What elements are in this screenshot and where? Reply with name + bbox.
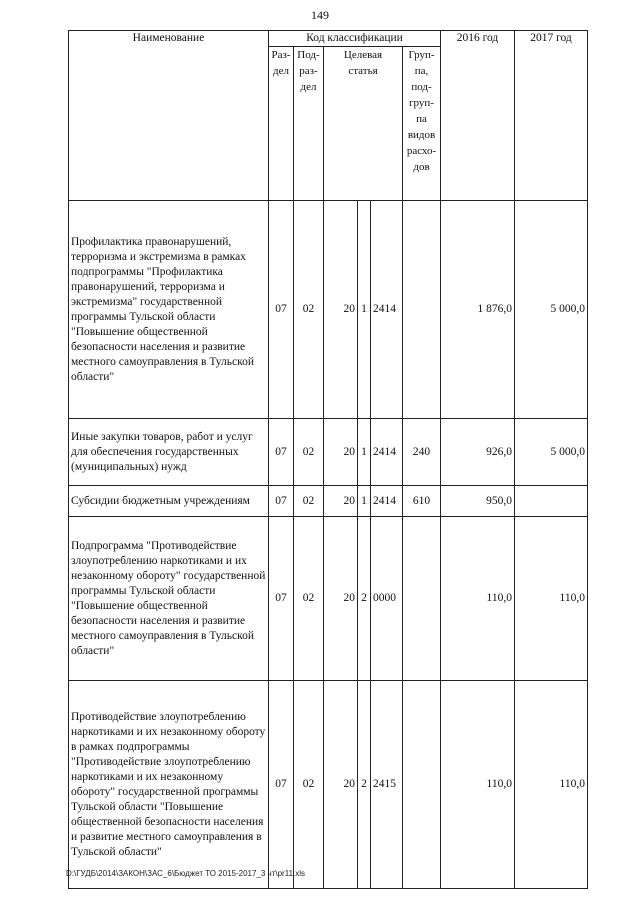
- row-subsection: 02: [294, 681, 324, 889]
- column-header-2017: 2017 год: [515, 31, 588, 201]
- row-2016: 110,0: [441, 517, 515, 681]
- table-row: [69, 681, 588, 889]
- budget-table: [68, 30, 588, 889]
- column-header-classification-code: Код классификации: [269, 31, 441, 47]
- row-group: [403, 681, 441, 889]
- row-group: [403, 201, 441, 419]
- row-2017: 110,0: [515, 681, 588, 889]
- row-section: 07: [269, 486, 294, 517]
- column-header-target-article: Целевая статья: [324, 47, 403, 201]
- row-code: 2415: [371, 681, 403, 889]
- row-section: 07: [269, 419, 294, 486]
- row-program: 20: [324, 419, 358, 486]
- row-subsection: 02: [294, 486, 324, 517]
- row-name: Иные закупки товаров, работ и услуг для обеспечения государственных (муниципальных) нужд: [69, 419, 269, 486]
- page-number: 149: [311, 8, 329, 22]
- row-subsection: 02: [294, 419, 324, 486]
- row-code: 0000: [371, 517, 403, 681]
- row-2016: 950,0: [441, 486, 515, 517]
- row-code: 2414: [371, 486, 403, 517]
- table-row: [69, 419, 588, 486]
- column-header-subsection: Под- раз- дел: [294, 47, 324, 201]
- row-subsection: 02: [294, 517, 324, 681]
- row-direction: 1: [358, 201, 371, 419]
- column-header-name: Наименование: [69, 31, 269, 201]
- row-group: [403, 517, 441, 681]
- row-program: 20: [324, 201, 358, 419]
- row-2016: 926,0: [441, 419, 515, 486]
- row-direction: 1: [358, 486, 371, 517]
- row-2017: 5 000,0: [515, 201, 588, 419]
- row-2016: 110,0: [441, 681, 515, 889]
- table-row: [69, 517, 588, 681]
- row-direction: 2: [358, 517, 371, 681]
- row-section: 07: [269, 681, 294, 889]
- row-2016: 1 876,0: [441, 201, 515, 419]
- table-row: [69, 486, 588, 517]
- row-2017: 5 000,0: [515, 419, 588, 486]
- row-code: 2414: [371, 419, 403, 486]
- row-section: 07: [269, 201, 294, 419]
- row-program: 20: [324, 486, 358, 517]
- row-group: 240: [403, 419, 441, 486]
- column-header-2016: 2016 год: [441, 31, 515, 201]
- row-program: 20: [324, 681, 358, 889]
- row-code: 2414: [371, 201, 403, 419]
- row-name: Субсидии бюджетным учреждениям: [69, 486, 269, 517]
- row-direction: 1: [358, 419, 371, 486]
- row-name: Противодействие злоупотреблению наркотиками и их незаконному обороту в рамках подпрограммы "Противодействие злоупотреблению наркотиками и их незаконному обороту" государственной программы Тульской области "Повышение общественной безопасности населения и развитие местного самоуправления в Тульской области": [69, 681, 269, 889]
- row-section: 07: [269, 517, 294, 681]
- row-direction: 2: [358, 681, 371, 889]
- row-name: Профилактика правонарушений, терроризма и экстремизма в рамках подпрограммы "Профилактика правонарушений, терроризма и экстремизма" государственной программы Тульской области "Повышение общественной безопасности населения и развитие местного самоуправления в Тульской области": [69, 201, 269, 419]
- row-2017: 110,0: [515, 517, 588, 681]
- row-group: 610: [403, 486, 441, 517]
- row-subsection: 02: [294, 201, 324, 419]
- row-program: 20: [324, 517, 358, 681]
- row-name: Подпрограмма "Противодействие злоупотреблению наркотиками и их незаконному обороту" государственной программы Тульской области "Повышение общественной безопасности населения и развитие местного самоуправления в Тульской области": [69, 517, 269, 681]
- column-header-expense-group: Груп- па, под- груп- па видов расхо- дов: [403, 47, 441, 201]
- row-2017: [515, 486, 588, 517]
- file-path-footer: D:\ГУДБ\2014\ЗАКОН\ЗАС_6\Бюджет ТО 2015-2017_3 чт\pr11.xls: [66, 869, 306, 878]
- table-row: [69, 201, 588, 419]
- column-header-section: Раз- дел: [269, 47, 294, 201]
